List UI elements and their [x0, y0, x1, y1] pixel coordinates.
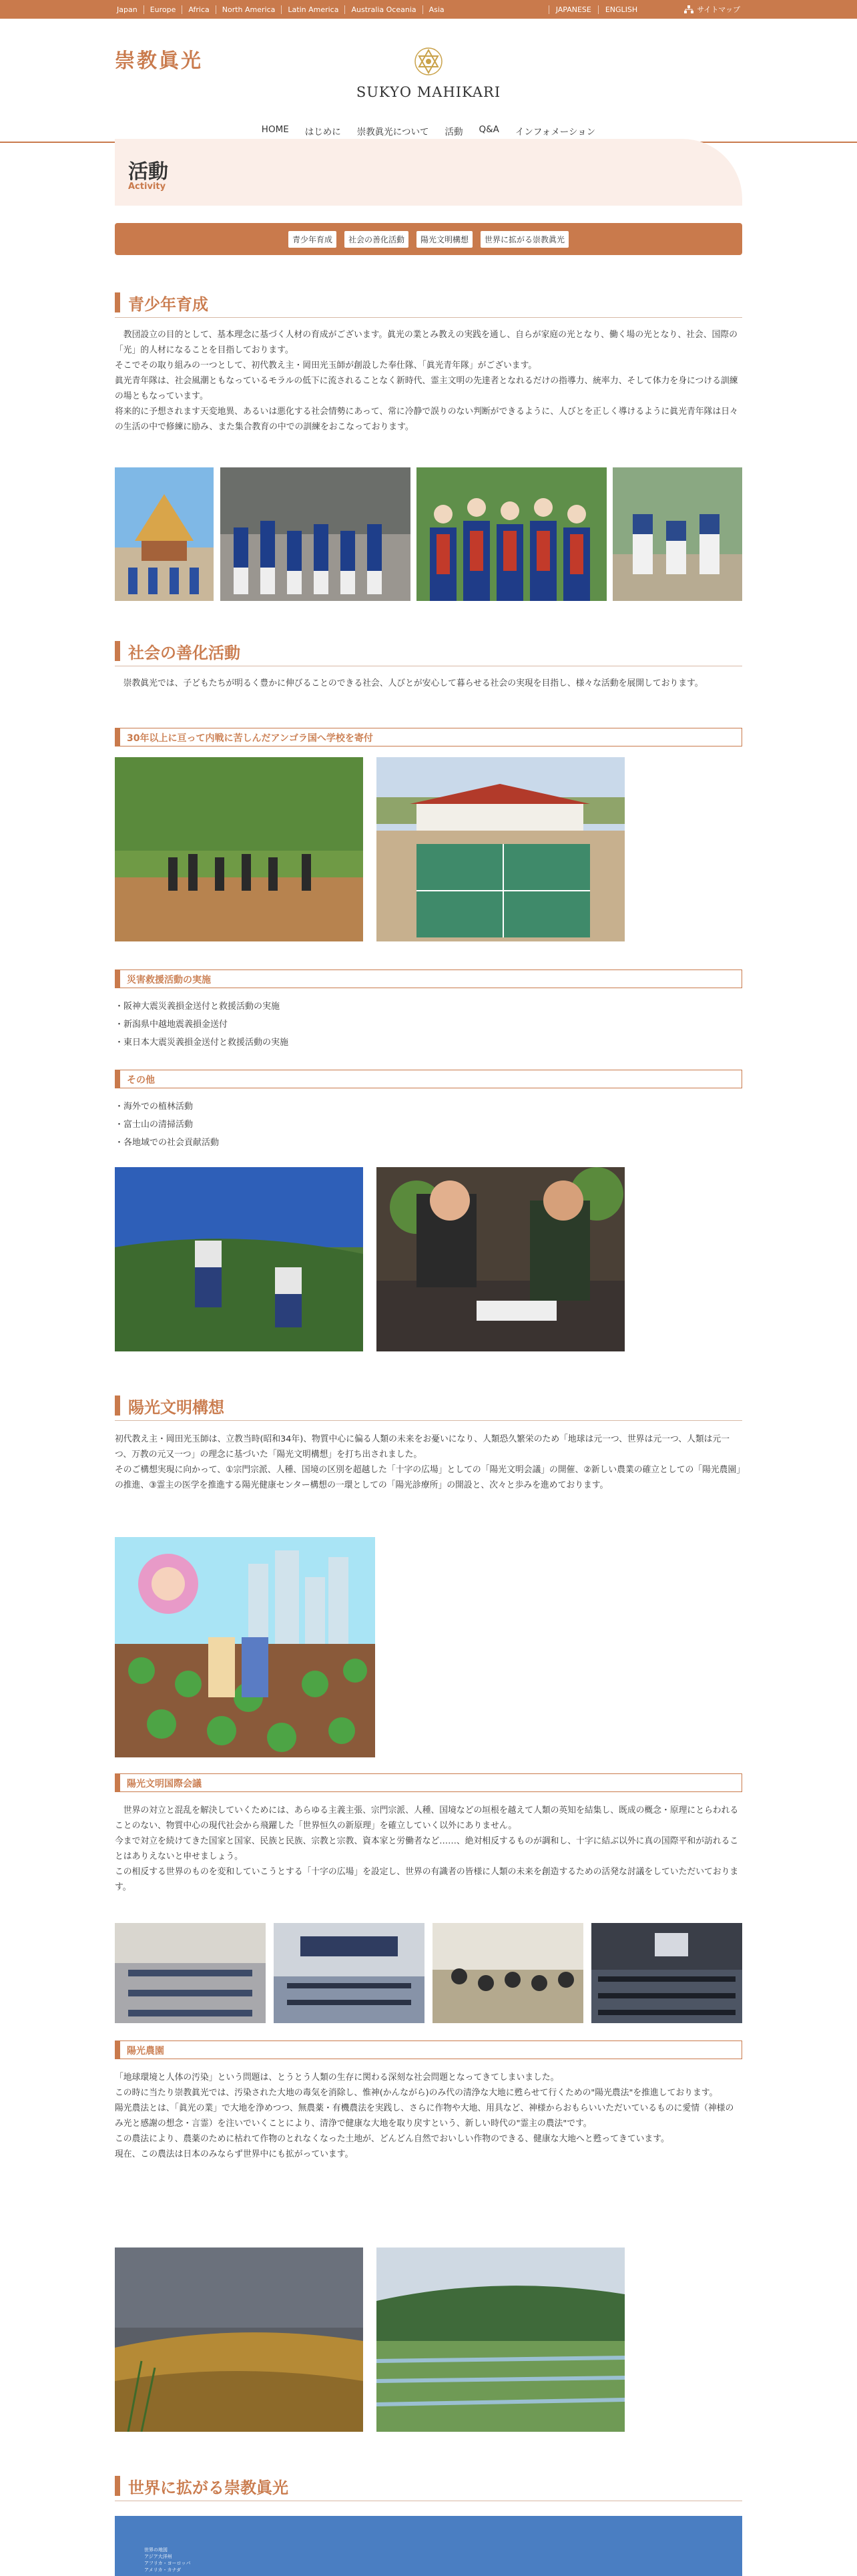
conference-photo-2	[274, 1923, 424, 2023]
page-title-box	[115, 139, 742, 206]
region-link[interactable]: Australia Oceania	[344, 5, 422, 14]
list-item: ・富士山の清掃活動	[115, 1120, 194, 1130]
sitemap-link[interactable]	[684, 4, 740, 15]
region-link[interactable]: Asia	[422, 5, 451, 14]
youth-photo-2	[220, 467, 410, 601]
social-paragraph: 崇教眞光では、子どもたちが明るく豊かに伸びることのできる社会、人びとが安心して暮らせる社会の実現を目指し、様々な活動を展開しております。	[115, 678, 703, 688]
list-item: ・東日本大震災義損金送付と救援活動の実施	[115, 1038, 289, 1048]
language-links	[549, 5, 645, 14]
conference-paragraph: この相反する世界のものを変和していこうとする「十字の広場」を設定し、世界の有識者の皆様に人類の未来を創造するための活発な討議をしていただいております。	[115, 1867, 739, 1892]
conference-photo-3	[433, 1923, 583, 2023]
yoko-paragraph: そのご構想実現に向かって、①宗門宗派、人種、国境の区別を超越した「十字の広場」としての「陽光文明会議」の開催、②新しい農業の確立としての「陽光農園」の推進、③霊主の医学を推進する陽光健康センター構想の一環としての「陽光診療所」の開設と、次々と歩みを進めております。	[115, 1465, 741, 1490]
farm-photo-1	[115, 2247, 363, 2432]
angola-photo-2	[376, 757, 625, 941]
list-item: ・阪神大震災義損金送付と救援活動の実施	[115, 1002, 280, 1012]
youth-paragraph: 教団設立の目的として、基本理念に基づく人材の育成がございます。眞光の業とみ教えの実践を通し、自らが家庭の光となり、働く場の光となり、社会、国際の「光」的人材になることを目指しております。	[115, 330, 738, 355]
lang-link-english[interactable]: ENGLISH	[598, 5, 644, 14]
farm-paragraph: この時に当たり崇教眞光では、汚染された大地の毒気を消除し、惟神(かんながら)のみ代の清浄な大地に甦らせて行くための"陽光農法"を推進しております。	[115, 2088, 718, 2098]
youth-photo-3	[416, 467, 607, 601]
site-header	[0, 19, 857, 138]
conference-photo-1	[115, 1923, 266, 2023]
section-heading-yoko: 陽光文明構想	[115, 1394, 742, 1421]
youth-paragraph: 将来的に予想されます天変地異、あるいは悪化する社会情勢にあって、常に冷静で誤りのない判断ができるように、人びとを正しく導けるように眞光青年隊は日々の生活の中で修練に励み、また集合教育の中での訓練をおこなっております。	[115, 407, 738, 432]
farm-paragraph: この農法により、農薬のために枯れて作物のとれなくなった土地が、どんどん自然でおいしい作物のできる、健康な大地へと甦ってきています。	[115, 2134, 669, 2144]
region-link[interactable]: Japan	[117, 5, 137, 14]
subheading-angola: 30年以上に亘って内戦に苦しんだアンゴラ国へ学校を寄付	[115, 728, 742, 746]
brand[interactable]	[0, 47, 857, 100]
sitemap-label: サイトマップ	[697, 5, 740, 14]
yoko-paragraph: 初代教え主・岡田光玉師は、立教当時(昭和34年)、物質中心に偏る人類の未来をお憂いになり、人類恐久繁栄のため「地球は元一つ、世界は元一つ、人類は元一つ、万教の元又一つ」の理念に基づいた「陽光文明構想」を打ち出されました。	[115, 1434, 730, 1460]
youth-text	[115, 327, 742, 435]
list-item: ・海外での植林活動	[115, 1102, 194, 1112]
youth-paragraph: そこでその取り組みの一つとして、初代教え主・岡田光玉師が創設した奉仕隊、「眞光青年隊」がございます。	[115, 361, 537, 371]
farm-paragraph: 「地球環境と人体の汚染」という問題は、とうとう人類の生存に関わる深刻な社会問題となってきてしまいました。	[115, 2073, 559, 2083]
nav-activity[interactable]: 活動	[445, 127, 463, 138]
map-caption-line[interactable]: アフリカ・ヨーロッパ	[144, 2561, 191, 2566]
main-nav	[0, 124, 857, 138]
subheading-conference: 陽光文明国際会議	[115, 1773, 742, 1792]
tree-planting-photo	[115, 1167, 363, 1351]
subheading-other: その他	[115, 1070, 742, 1088]
page-subtitle: Activity	[128, 182, 166, 192]
conference-paragraph: 世界の対立と混乱を解決していくためには、あらゆる主義主張、宗門宗派、人種、国境などの垣根を越えて人類の英知を結集し、既成の概念・原理にとらわれることのない、物質中心の現代社会から飛躍した「世界恒久の新原理」を確立していく以外にありません。	[115, 1805, 739, 1831]
conference-photo-4	[591, 1923, 742, 2023]
nav-about[interactable]: 崇教眞光について	[356, 127, 429, 138]
yoko-illustration	[115, 1537, 375, 1757]
youth-photo-4	[613, 467, 742, 601]
lang-link-japanese[interactable]: JAPANESE	[549, 5, 598, 14]
anchor-yoko[interactable]: 陽光文明構想	[416, 231, 473, 248]
anchor-nav	[115, 223, 742, 255]
anchor-world[interactable]: 世界に拡がる崇教眞光	[481, 231, 569, 248]
site-logo[interactable]: 崇教眞光	[115, 49, 203, 73]
map-caption-line[interactable]: アメリカ・カナダ	[144, 2567, 182, 2573]
section-heading-world: 世界に拡がる崇教眞光	[115, 2475, 742, 2501]
anchor-youth[interactable]: 青少年育成	[288, 231, 336, 248]
subheading-farm: 陽光農園	[115, 2041, 742, 2059]
anchor-social[interactable]: 社会の善化活動	[344, 231, 408, 248]
farm-paragraph: 陽光農法とは、「眞光の業」で大地を浄めつつ、無農薬・有機農法を実践し、さらに作物や大地、用具など、神様からおもらいいただいているものに愛情（神様のみ光と感謝の想念・言霊）を注いでいくことにより、清浄で健康な大地を取り戻すという、新しい時代の"霊主の農法"です。	[115, 2103, 734, 2129]
star-emblem-icon	[414, 47, 443, 76]
social-text	[115, 676, 742, 691]
youth-photo-1	[115, 467, 214, 601]
conference-text	[115, 1803, 742, 1895]
world-map-caption	[144, 2547, 191, 2573]
section-heading-youth: 青少年育成	[115, 291, 742, 318]
list-item: ・新潟県中越地震義損金送付	[115, 1020, 228, 1030]
region-links	[117, 5, 549, 14]
farm-paragraph: 現在、この農法は日本のみならず世界中にも拡がっています。	[115, 2149, 354, 2159]
farm-photo-2	[376, 2247, 625, 2432]
section-heading-social: 社会の善化活動	[115, 640, 742, 666]
map-caption-line[interactable]: アジア大洋州	[144, 2554, 172, 2559]
sitemap-icon	[684, 5, 693, 13]
disaster-list	[115, 998, 288, 1052]
list-item: ・各地域での社会貢献活動	[115, 1138, 220, 1148]
conference-paragraph: 今まで対立を続けてきた国家と国家、民族と民族、宗教と宗教、資本家と労働者など……、絶対相反するものが調和し、十字に結ぶ以外に真の国際平和が訪れることはありえないと申せましょう。	[115, 1836, 739, 1862]
top-bar	[0, 0, 857, 19]
nav-information[interactable]: インフォメーション	[515, 127, 596, 138]
nav-introduction[interactable]: はじめに	[304, 127, 341, 138]
farm-text	[115, 2070, 742, 2162]
brand-name: SUKYO MAHIKARI	[356, 84, 501, 100]
nav-qa[interactable]: Q&A	[479, 124, 499, 135]
map-caption-line: 世界の地図	[144, 2547, 168, 2553]
world-map-panel	[115, 2516, 742, 2576]
angola-photo-1	[115, 757, 363, 941]
other-list	[115, 1098, 219, 1152]
region-link[interactable]: Africa	[182, 5, 215, 14]
region-link[interactable]: Europe	[144, 5, 182, 14]
nav-home[interactable]: HOME	[261, 124, 289, 135]
subheading-disaster: 災害救援活動の実施	[115, 970, 742, 988]
page-title: 活動	[128, 160, 168, 184]
yoko-text	[115, 1432, 742, 1493]
region-link[interactable]: Latin America	[281, 5, 344, 14]
region-link[interactable]: North America	[216, 5, 282, 14]
youth-paragraph: 眞光青年隊は、社会風潮ともなっているモラルの低下に流されることなく新時代、霊主文明の先達者となれるだけの指導力、統率力、そして体力を身につける訓練の場ともなっています。	[115, 376, 738, 401]
planting-closeup-photo	[376, 1167, 625, 1351]
